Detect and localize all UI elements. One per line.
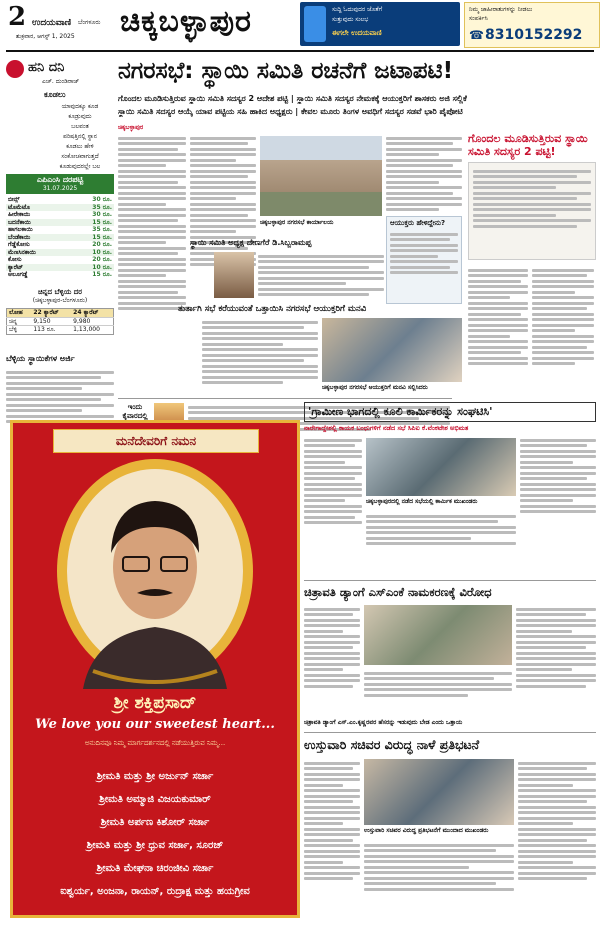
memorial-banner (53, 429, 259, 453)
veg-price: 15 ರೂ. (92, 233, 112, 241)
veg-name: ಬೀನ್ಸ್ (8, 196, 20, 203)
poem-line: ಸಂಕೋಚವಾಗುತ್ತದೆ (61, 153, 99, 160)
family-line: ಶ್ರೀಮತಿ ಮತ್ತು ಶ್ರೀ ಧ್ರುವ ಸರ್ಜಾ, ಸೂರಜ್ (86, 840, 224, 851)
meeting-caption: ಚಿಕ್ಕಬಳ್ಳಾಪುರ ನಗರಸಭೆ ಆಯುಕ್ತರಿಗೆ ಮನವಿ ಸಲ್ಲಿಸಿದರು (322, 384, 428, 391)
family-line: ಐಶ್ವರ್ಯ, ಅಂಜನಾ, ರಾಯನ್, ರುದ್ರಾಕ್ಷ ಮತ್ತು ಹಯಗ್ರೀವ (60, 886, 250, 897)
veg-name: ಬದನೆಕಾಯಿ (8, 218, 31, 226)
dam-body-2 (516, 605, 596, 690)
poem-lines (46, 102, 114, 172)
veg-row (6, 241, 114, 249)
workers-body-2 (520, 436, 596, 516)
veg-row (6, 219, 114, 227)
memorial-tagline: We love you our sweetest heart... (35, 717, 275, 732)
quote-title: ಆಯುಕ್ತರು ಹೇಳಿದ್ದೇನು? (390, 219, 446, 227)
dam-headline: ಚಿತ್ರಾವತಿ ಡ್ಯಾಂಗೆ ಎಸ್ಎಂಕೆ ನಾಮಕರಣಕ್ಕೆ ವಿರೋಧ (304, 585, 492, 599)
gold-header (6, 288, 114, 305)
veg-price: 20 ರೂ. (92, 241, 112, 248)
story-dam (304, 580, 596, 731)
portrait-text (258, 252, 384, 299)
poem-line: ಪರಿಷತ್ತಿನಲ್ಲಿ ಸ್ಥಾನ (63, 133, 97, 140)
veg-row (6, 211, 114, 219)
gold-head-cell: 22 ಕ್ಯಾರೆಟ್ (33, 309, 59, 316)
protest-body-3 (364, 841, 514, 893)
veg-name: ಹೀರೇಕಾಯಿ (8, 211, 31, 218)
lakshmi-label-1: ಇಂದು (127, 403, 143, 411)
meeting-photo (322, 318, 462, 382)
family-line: ಶ್ರೀಮತಿ ಮತ್ತು ಶ್ರೀ ಅರ್ಜುನ್ ಸರ್ಜಾ (96, 771, 214, 782)
paper-name: ಉದಯವಾಣಿ (32, 18, 72, 28)
veg-price: 35 ರೂ. (92, 203, 112, 211)
dam-body (304, 605, 360, 690)
gold-head-cell: ಲೋಹ (9, 309, 23, 316)
protest-body (304, 759, 360, 883)
phone-icon (304, 6, 326, 42)
workers-body-3 (366, 512, 516, 548)
memorial-banner-text: ಮನೆದೇವರಿಗೆ ನಮನ (115, 434, 197, 448)
dam-caption: ಚಿತ್ರಾವತಿ ಡ್ಯಾಂಗೆ ಎಸ್.ಎಂ.ಕೃಷ್ಣರವರ ಹೆಸರನ್ನು ಇಡುವುದು ಬೇಡ ಎಂದು ಒತ್ತಾಯ (304, 719, 463, 726)
portrait-caption: ಸ್ಥಾಯಿ ಸಮಿತಿ ಅಧ್ಯಕ್ಷ ದೇಣಗೆರೆ ಡಿ.ಸಿಬ್ಬರಾಮಪ್ಪ (190, 238, 312, 247)
veg-price: 10 ರೂ. (92, 248, 112, 256)
lead-body-col3 (468, 266, 528, 368)
dam-photo (364, 605, 512, 665)
veg-price-table (6, 196, 114, 279)
gold-row (7, 317, 114, 326)
protest-caption: ಉಸ್ತುವಾರಿ ಸಚಿವರ ವಿರುದ್ಧ ಪ್ರತಿಭಟನೆಗೆ ಮುಂದಾದ ಮುಖಂಡರು (364, 827, 489, 834)
ad-line: ನಿಮ್ಮ ಜಾಹೀರಾತುಗಳನ್ನು ನೀಡಲು (469, 6, 533, 13)
protest-body-2 (518, 759, 596, 883)
memorial-ad (10, 420, 300, 918)
quote-box (386, 216, 462, 304)
header-ad-contact[interactable] (464, 2, 600, 48)
veg-price: 35 ರೂ. (92, 226, 112, 233)
veg-row (6, 249, 114, 257)
story-protest (304, 732, 596, 921)
issue-date: ಶುಕ್ರವಾರ, ಆಗಸ್ಟ್ 1, 2025 (16, 33, 75, 40)
poem-line: ಕೂಡುವುದರಲ್ಲೇ ಬಲ (59, 163, 101, 170)
gold-cell: ಚಿನ್ನ (7, 317, 32, 326)
veg-name: ಹಾಗಲಕಾಯಿ (8, 226, 33, 233)
lead-photo-building (260, 136, 382, 216)
gold-price-table (6, 308, 114, 335)
ad-line: ಸುತ್ತುವುದು ಸುಲಭ (332, 16, 369, 23)
gold-row (7, 326, 114, 335)
veg-row (6, 226, 114, 234)
workers-headline: 'ಗ್ರಾಮೀಣ ಭಾಗದಲ್ಲಿ ಕೂಲಿ ಕಾರ್ಮಿಕರನ್ನು ಸಂಘಟಿಸಿ' (304, 402, 596, 422)
veg-price: 30 ರೂ. (92, 196, 112, 203)
section-title: ಚಿಕ್ಕಬಳ್ಳಾಪುರ (120, 4, 252, 39)
lead-headline: ನಗರಸಭೆ: ಸ್ಥಾಯಿ ಸಮಿತಿ ರಚನೆಗೆ ಜಟಾಪಟಿ! (118, 58, 454, 84)
lead-deck-2: ಸ್ಥಾಯಿ ಸಮಿತಿ ಸದಸ್ಯರ ಆಯ್ಕೆ ಯಾವ ಪಟ್ಟಿಯ ಸಹಿ ಹಾಕಿದ ಅಧ್ಯಕ್ಷರು | ಕೇವಲ ಮೂರು ತಿಂಗಳ ಅವಧಿಗೆ ಸದಸ್ಯರ ಸಡವೆ ಭಾರಿ ಪೈಪೋಟಿ (118, 107, 463, 116)
phone-glyph-icon: ☎ (469, 28, 484, 42)
poem-line: ಯಾವುದಕ್ಕೂ ಕೂಡ (61, 103, 99, 110)
protest-photo (364, 759, 514, 825)
lead-body-col4 (532, 266, 594, 368)
gold-head-cell: 24 ಕ್ಯಾರೆಟ್ (73, 309, 99, 316)
veg-name: ಆಲೂಗಡ್ಡೆ (8, 271, 28, 278)
poem-line: ಕೂಡಲು ಹೇಳಿ (66, 143, 94, 150)
veg-price: 20 ರೂ. (92, 256, 112, 263)
veg-row (6, 204, 114, 212)
lead-body-col1 (118, 134, 186, 313)
lakshmi-label-2: ಕೈವಾರದಲ್ಲಿ (122, 412, 148, 420)
veg-price: 30 ರೂ. (92, 211, 112, 218)
poem-title: ಕೂಡಲು (44, 90, 66, 99)
story-workers (304, 398, 596, 578)
page-number: 2 (8, 2, 27, 32)
lead-body-col2 (190, 134, 256, 269)
gold-head-row (7, 309, 114, 318)
header-ad-app[interactable] (300, 2, 460, 46)
protest-headline: ಉಸ್ತುವಾರಿ ಸಚಿವರ ವಿರುದ್ಧ ನಾಳೆ ಪ್ರತಿಭಟನೆ (304, 737, 480, 752)
lead-photo-caption: ಚಿಕ್ಕಬಳ್ಳಾಪುರ ನಗರಸಭೆ ಕಾರ್ಯಾಲಯ (260, 219, 334, 226)
bullet-box (386, 134, 462, 214)
memorial-frame (53, 457, 257, 689)
lead-byline: ಚಿಕ್ಕಬಳ್ಳಾಪುರ (118, 124, 144, 131)
notice-text (6, 368, 114, 426)
family-line: ಶ್ರೀಮತಿ ಅಮ್ಮಾಜಿ ವಿಜಯಕುಮಾರ್ (99, 794, 211, 805)
sub-body (202, 318, 318, 387)
veg-price: 15 ರೂ. (92, 271, 112, 278)
document-clip (468, 162, 596, 260)
memorial-name: ಶ್ರೀ ಶಕ್ತಿಪ್ರಸಾದ್ (113, 693, 197, 713)
ad-line: ಸುದ್ದಿ ಓದುವುದರ ಜೊತೆಗೆ (332, 6, 383, 13)
veg-name: ಟೊಮೆಟೊ (8, 203, 30, 211)
lead-deck-1: ಗೊಂದಲ ಮೂಡಿಸುತ್ತಿರುವ ಸ್ಥಾಯಿ ಸಮಿತಿ ಸದಸ್ಯರ 2 ಆದೇಶ ಪಟ್ಟಿ | ಸ್ಥಾಯಿ ಸಮಿತಿ ಸದಸ್ಯರ ನೇಮಕಕ್ಕೆ ಆಯುಕ್ತರಿಗೆ ಶಾಸಕರು ಅಜಿ ಸಲ್ಲಿಕೆ (118, 94, 467, 103)
sub-headline: ತುರ್ತಾಗಿ ಸಭೆ ಕರೆಯುವಂತೆ ಒತ್ತಾಯಿಸಿ ನಗರಸಭೆ ಆಯುಕ್ತರಿಗೆ ಮನವಿ (178, 304, 367, 314)
gold-title: ಚಿನ್ನದ ಬೆಳ್ಳಿಯ ದರ (38, 288, 82, 296)
lead-story (118, 56, 596, 396)
masthead (0, 0, 600, 62)
veg-header (6, 174, 114, 194)
gold-cell: 1,13,000 (71, 326, 113, 335)
poem-line: ಕೂಡ್ರುವುದು (68, 113, 92, 120)
ad-phone: 8310152292 (485, 27, 583, 43)
left-column (6, 56, 114, 436)
workers-photo (366, 438, 516, 496)
veg-row (6, 264, 114, 272)
memorial-family-list (13, 765, 297, 903)
gondala-headline: ಗೊಂದಲ ಮೂಡಿಸುತ್ತಿರುವ ಸ್ಥಾಯಿ ಸಮಿತಿ ಸದಸ್ಯರ 2 ಪಟ್ಟಿ! (468, 132, 588, 158)
veg-title: ಎಪಿಎಂಸಿ ದರಪಟ್ಟಿ (36, 175, 84, 184)
column-brand-title: ಹನಿ ದನಿ (28, 60, 65, 75)
workers-deck: ನಾರೇಗಾದ್ದೇಶಲ್ಲಿ ಕಾಯಕ ಬಂಧುಗಳಿಗೆ ನಡೆದ ಸಭೆ ಸಿಪಿಐ ಕೆ.ವೆಂಕಟೇಶ ಅಭಿಮತ (304, 424, 469, 432)
notice-title: ಬೆಳ್ಳಿಯ ಸ್ಥಾಯಿಕೆಗಳ ಅರ್ಜಿ (6, 354, 75, 363)
veg-price: 15 ರೂ. (92, 218, 112, 226)
veg-row (6, 271, 114, 279)
gold-sub: (ಚಿಕ್ಕಬಳ್ಳಾಪುರ-ಬೆಂಗಳೂರು) (32, 297, 88, 304)
veg-date: 31.07.2025 (42, 185, 78, 192)
veg-name: ಬೆಂಡೆಕಾಯಿ (8, 233, 31, 241)
gold-cell: 9,980 (71, 317, 113, 326)
family-line: ಶ್ರೀಮತಿ ಅರ್ಪಣ ಕಿಶೋರ್ ಸರ್ಜಾ (100, 817, 210, 828)
ad-cta: ಈಗಲೇ ಉದಯವಾಣಿ (332, 29, 382, 37)
veg-row (6, 234, 114, 242)
ad-line: ಸಂಪರ್ಕಿಸಿ (469, 15, 488, 22)
gold-cell: 113 ರೂ. (31, 326, 71, 335)
veg-name: ಕೋಸು (8, 256, 22, 263)
portrait-photo (214, 252, 254, 298)
dam-body-3 (364, 669, 512, 699)
family-line: ಶ್ರೀಮತಿ ಮೇಘನಾ ಚಿರಂಜೀವಿ ಸರ್ಜಾ (96, 863, 214, 874)
gold-cell: 9,150 (31, 317, 71, 326)
poem-line: ಬಲವಂತ (71, 123, 89, 130)
veg-row (6, 256, 114, 264)
veg-name: ಕ್ಯಾರೆಟ್ (8, 263, 23, 271)
workers-caption: ಚಿಕ್ಕಬಳ್ಳಾಪುರದಲ್ಲಿ ನಡೆದ ಸಭೆಯಲ್ಲಿ ಕಾರ್ಮಿಕ ಮುಖಂಡರು (366, 498, 478, 505)
veg-name: ಮೆಣಸಿನಕಾಯಿ (8, 248, 36, 256)
veg-row (6, 196, 114, 204)
veg-name: ಗೆಡ್ಡೆಕೋಸು (8, 241, 30, 248)
brand-badge (6, 60, 24, 78)
edition-label: ಬೆಂಗಳೂರು (78, 19, 101, 26)
memorial-subline: ಅನುದಿನವೂ ನಿಮ್ಮ ಮಾರ್ಗದರ್ಶನದಲ್ಲಿ ನಡೆಯುತ್ತಿರುವ ನಿಮ್ಮ... (84, 739, 226, 747)
veg-price: 10 ರೂ. (92, 263, 112, 271)
gold-cell: ಬೆಳ್ಳಿ (7, 326, 32, 335)
column-brand-sub: ಎಚ್. ದುಂಡಿರಾಜ್ (42, 78, 80, 85)
workers-body (304, 436, 362, 527)
